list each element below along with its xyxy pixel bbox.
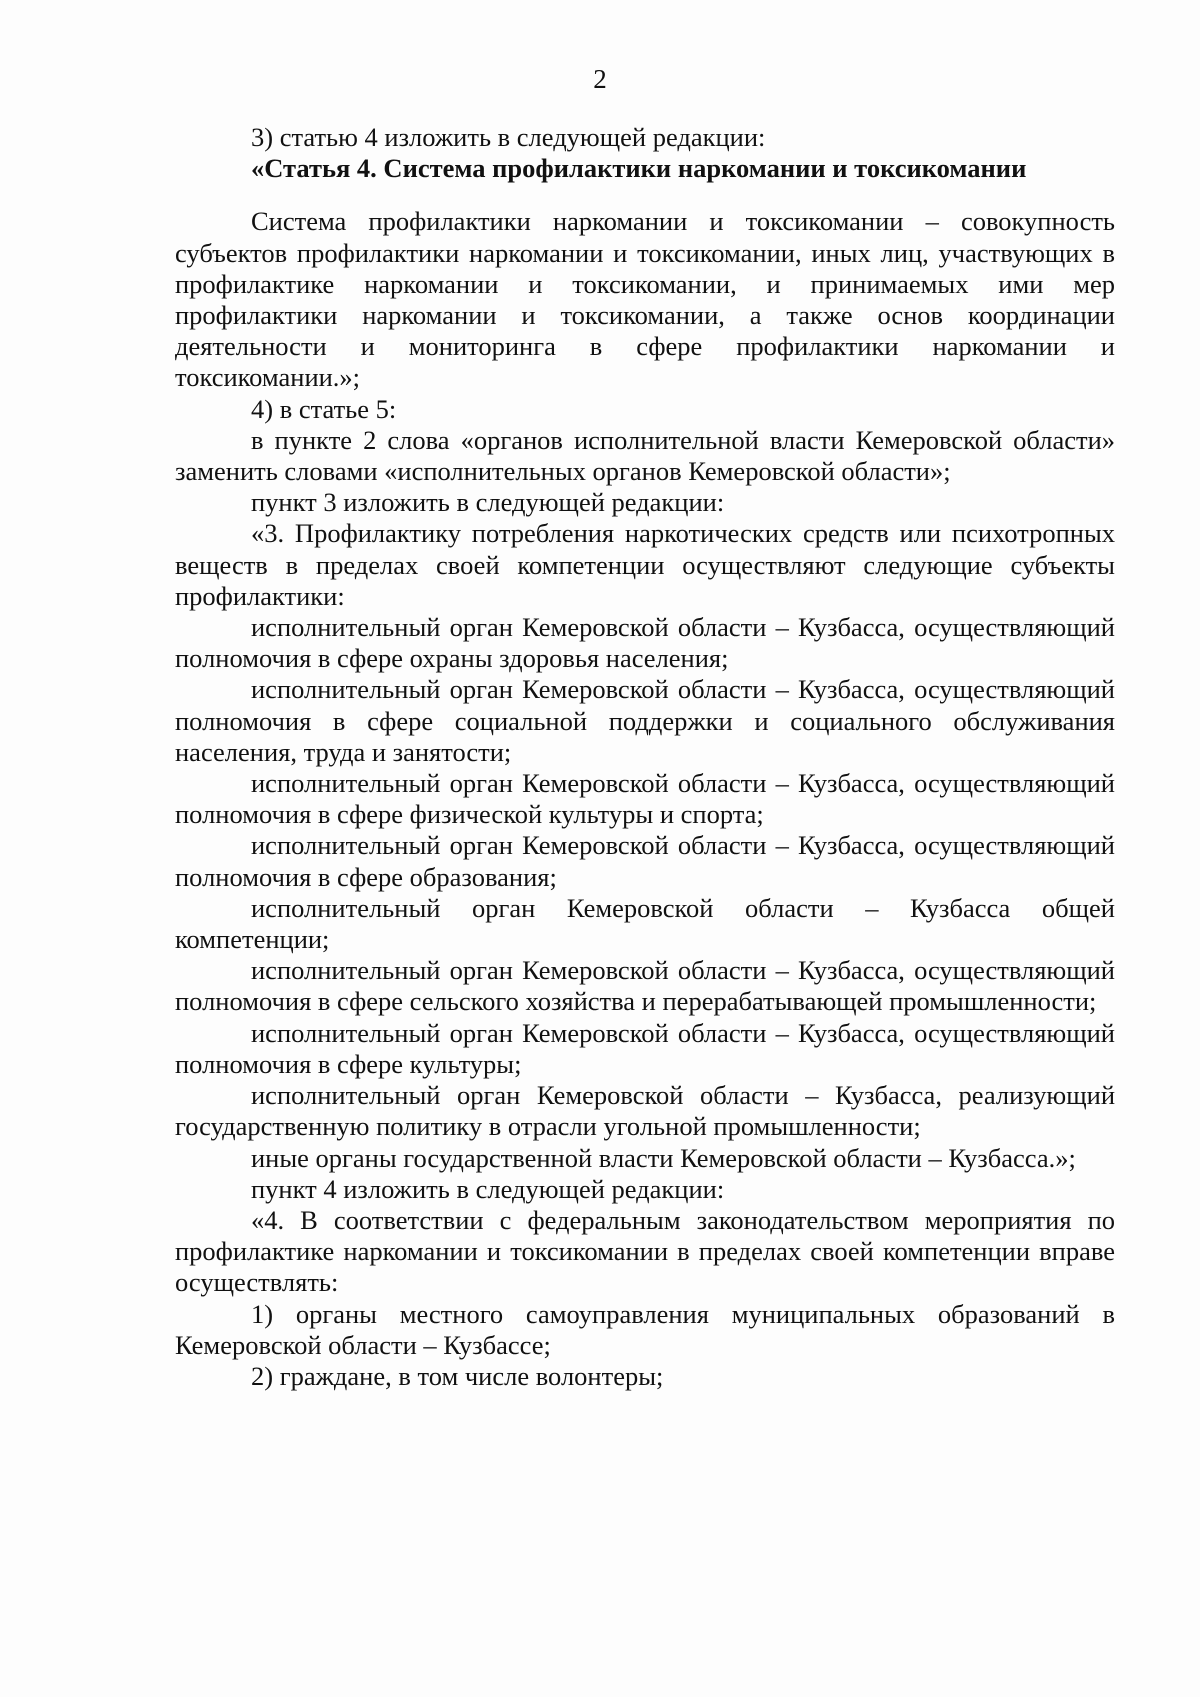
point-4-text: «4. В соответствии с федеральным законодательством мероприятия по профилактике наркомании и токсикомании в пределах своей компетенции вправе осуществлять: — [175, 1204, 1115, 1298]
subject-general: исполнительный орган Кемеровской области – Кузбасса общей компетенции; — [175, 892, 1115, 955]
subject-culture: исполнительный орган Кемеровской области – Кузбасса, осуществляющий полномочия в сфере культуры; — [175, 1017, 1115, 1079]
article-4-definition: Система профилактики наркомании и токсикомании – совокупность субъектов профилактики наркомании и токсикомании, иных лиц, участвующих в профилактике наркомании и токсикомании, и принимаемых ими мер профилактики наркомании и токсикомании, а также основ координации деятельности и мониторинга в сфере профилактики наркомании и токсикомании.»; — [175, 206, 1115, 393]
document-body — [175, 122, 1115, 1392]
subject-coal: исполнительный орган Кемеровской области – Кузбасса, реализующий государственную политику в отрасли угольной промышленности; — [175, 1080, 1115, 1142]
point-3-text: «3. Профилактику потребления наркотических средств или психотропных веществ в пределах своей компетенции осуществляют следующие субъекты профилактики: — [175, 518, 1115, 611]
page-number: 2 — [593, 64, 607, 94]
article-4-title: «Статья 4. Система профилактики наркомании и токсикомании — [251, 153, 1027, 184]
subject-other: иные органы государственной власти Кемеровской области – Кузбасса.»; — [251, 1142, 1076, 1173]
subject-health: исполнительный орган Кемеровской области – Кузбасса, осуществляющий полномочия в сфере охраны здоровья населения; — [175, 612, 1115, 674]
paragraph-item-4: 4) в статье 5: — [251, 393, 397, 424]
point-2-amendment: в пункте 2 слова «органов исполнительной власти Кемеровской области» заменить словами «исполнительных органов Кемеровской области»; — [175, 424, 1115, 487]
subject-social: исполнительный орган Кемеровской области – Кузбасса, осуществляющий полномочия в сфере социальной поддержки и социального обслуживания населения, труда и занятости; — [175, 674, 1115, 767]
point-3-intro: пункт 3 изложить в следующей редакции: — [251, 487, 725, 518]
point-4-item-1: 1) органы местного самоуправления муниципальных образований в Кемеровской области – Кузбассе; — [175, 1298, 1115, 1360]
subject-agriculture: исполнительный орган Кемеровской области – Кузбасса, осуществляющий полномочия в сфере сельского хозяйства и перерабатывающей промышленности; — [175, 955, 1115, 1017]
point-4-intro: пункт 4 изложить в следующей редакции: — [251, 1173, 725, 1204]
point-4-item-2: 2) граждане, в том числе волонтеры; — [251, 1360, 664, 1391]
subject-sport: исполнительный орган Кемеровской области – Кузбасса, осуществляющий полномочия в сфере физической культуры и спорта; — [175, 768, 1115, 830]
paragraph-item-3: 3) статью 4 изложить в следующей редакции: — [251, 122, 766, 152]
subject-education: исполнительный орган Кемеровской области – Кузбасса, осуществляющий полномочия в сфере образования; — [175, 830, 1115, 892]
